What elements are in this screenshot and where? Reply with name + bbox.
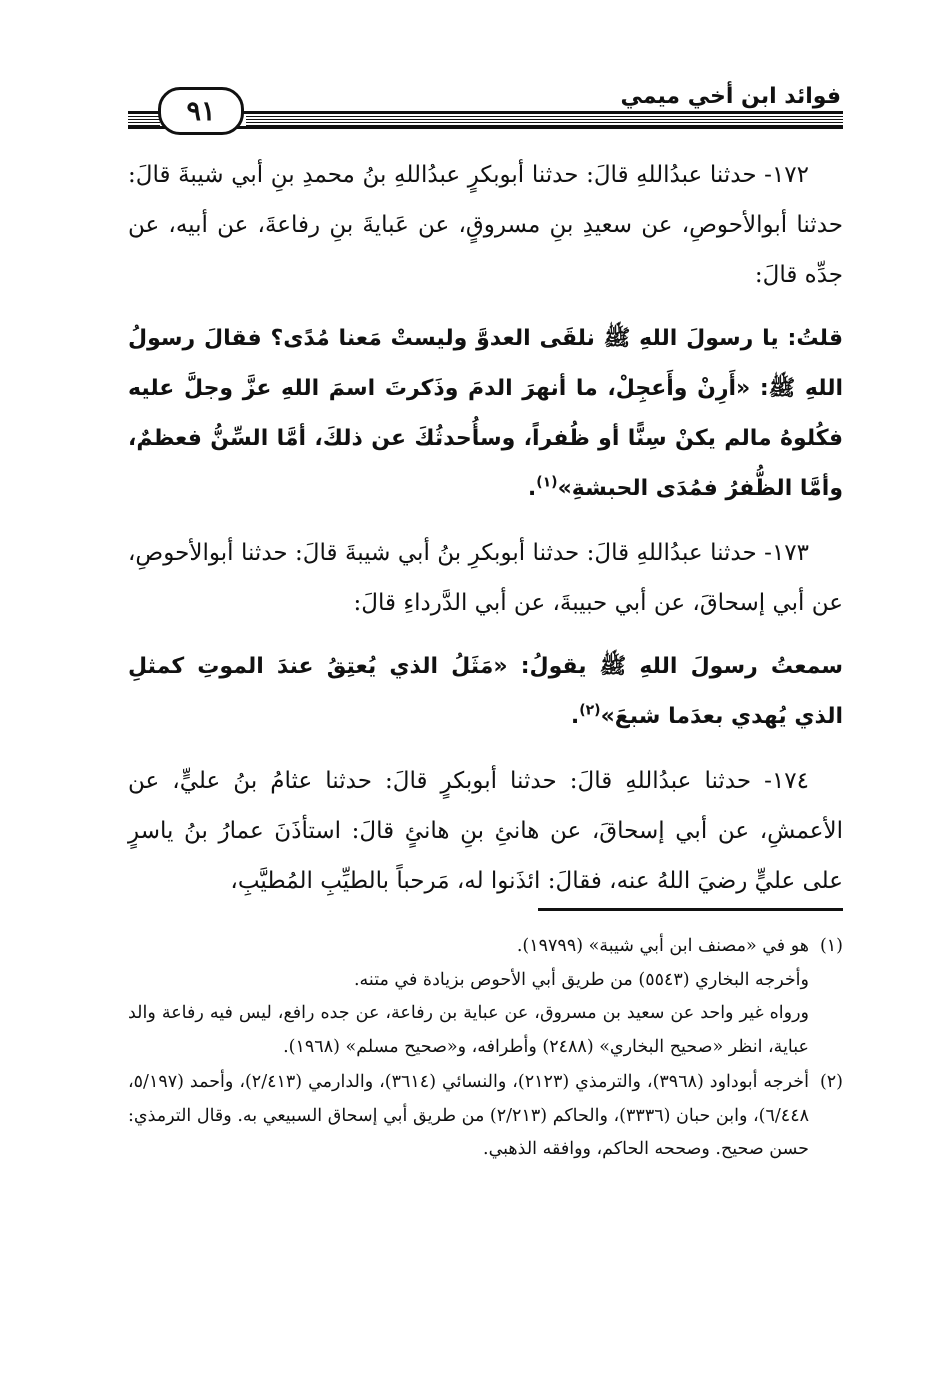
isnad-rest: حدثنا أبوالأحوصِ، عن سعيدِ بنِ مسروقٍ، عن عَبايةَ بنِ رفاعةَ، عن أبيه، عن جدِّه قالَ: [128, 212, 843, 288]
footnote-ref-2[interactable]: (٢) [579, 702, 601, 719]
isnad-lead: ١٧٣- حدثنا عبدُاللهِ قالَ: حدثنا أبوبكرِ بنُ أبي شيبةَ قالَ: حدثنا [240, 540, 809, 566]
matn-tail: . [527, 476, 537, 501]
isnad-rest: أبوالأحوصِ، عن أبي إسحاقَ، عن أبي حبيبةَ، عن أبي الدَّرداءِ قالَ: [128, 540, 843, 616]
footnote-line: هو في «مصنف ابن أبي شيبة» (١٩٧٩٩). [516, 936, 809, 956]
isnad-lead: ١٧٤- حدثنا عبدُاللهِ قالَ: حدثنا أبوبكرٍ قالَ: حدثنا عثامُ بنُ عليٍّ، عن [128, 768, 809, 794]
page-number: ٩١ [158, 87, 244, 135]
footnote-body [128, 930, 809, 1064]
header-hatch-left [128, 113, 160, 126]
matn-tail: . [570, 704, 580, 729]
header-hatch-right [246, 113, 843, 126]
footnote-marker: (٢) [819, 1072, 843, 1092]
footnote-line: وأخرجه البخاري (٥٥٤٣) من طريق أبي الأحوص بزيادة في متنه. [353, 969, 809, 990]
hadith-matn-173 [128, 642, 843, 742]
isnad-rest: الأعمشِ، عن أبي إسحاقَ، عن هانئِ بنِ هانئٍ قالَ: استأذَنَ عمارُ بنُ ياسرٍ على عليٍّ رضيَ اللهُ عنه، فقالَ: ائذَنوا له، مَرحباً بالطيِّبِ المُطيَّبِ، [128, 818, 843, 894]
hadith-isnad-172 [128, 150, 843, 300]
footnote-2 [128, 1066, 843, 1167]
footnote-1 [128, 930, 843, 1064]
matn-text: قلتُ: يا رسولَ اللهِ ﷺ نلقَى العدوَّ وليستْ مَعنا مُدًى؟ فقالَ رسولُ اللهِ ﷺ: «أَرِنْ وأَعجِلْ، ما أنهرَ الدمَ وذَكرتَ اسمَ اللهِ عزَّ وجلَّ عليه فكُلوهُ مالم يكنْ سِنًّا أو ظُفراً، وسأُحدثُكَ عن ذلكَ، أمَّا السِّنُّ فعظمٌ، وأمَّا الظُّفرُ فمُدَى الحبشةِ» [128, 326, 843, 501]
book-title: فوائد ابن أخي ميمي [620, 84, 841, 109]
footnote-line: ورواه غير واحد عن سعيد بن مسروق، عن عباية بن رفاعة، عن جده رافع، ليس فيه رفاعة والد عباية، انظر «صحيح البخاري» (٢٤٨٨) وأطرافه، و«صحيح مسلم» (١٩٦٨). [128, 1003, 809, 1057]
footnotes [128, 930, 843, 1169]
footnote-body [128, 1066, 809, 1167]
footnote-line: أخرجه أبوداود (٣٩٦٨)، والترمذي (٢١٢٣)، والنسائي (٣٦١٤)، والدارمي (٢/٤١٣)، وأحمد (٥/١٩٧، ٦/٤٤٨)، وابن حبان (٣٣٣٦)، والحاكم (٢/٢١٣) من طريق أبي إسحاق السبيعي به. وقال الترمذي: حسن صحيح. وصححه الحاكم، ووافقه الذهبي. [128, 1072, 810, 1159]
hadith-isnad-173 [128, 528, 843, 628]
footnote-separator [538, 908, 843, 911]
hadith-matn-172 [128, 314, 843, 514]
main-text [128, 150, 843, 920]
footnote-marker: (١) [819, 936, 843, 956]
footnote-ref-1[interactable]: (١) [536, 474, 558, 491]
hadith-isnad-174 [128, 756, 843, 906]
isnad-lead: ١٧٢- حدثنا عبدُاللهِ قالَ: حدثنا أبوبكرٍ عبدُاللهِ بنُ محمدِ بنِ أبي شيبةَ قالَ: [128, 162, 809, 188]
matn-text: سمعتُ رسولَ اللهِ ﷺ يقولُ: «مَثَلُ الذي يُعتِقُ عندَ الموتِ كمثلِ الذي يُهدي بعدَما شبعَ» [128, 654, 843, 729]
